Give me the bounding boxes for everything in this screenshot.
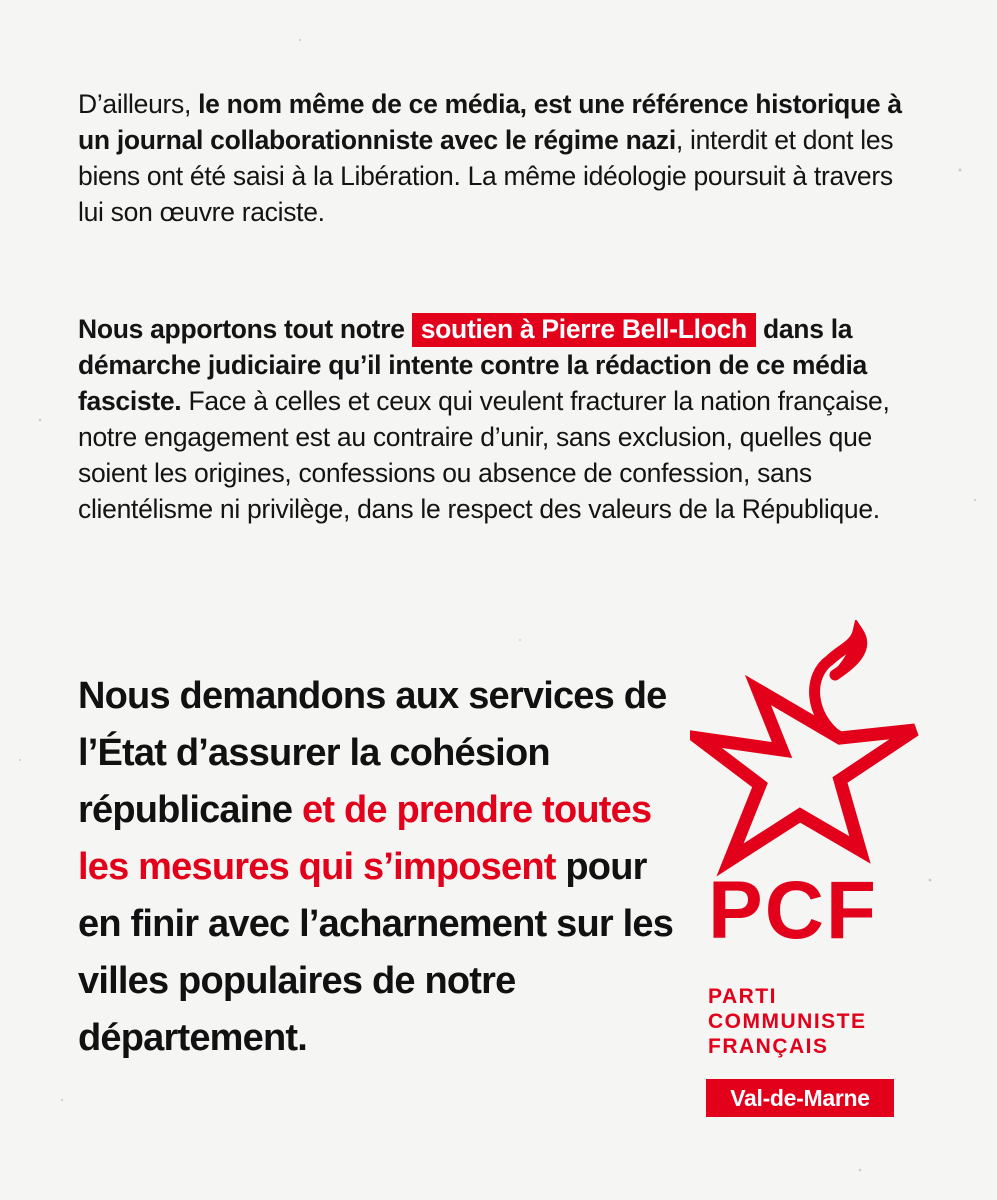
pcf-line-francais: FRANÇAIS <box>708 1035 829 1058</box>
statement-red: et de prendre toutes les mesures qui s’imposent <box>78 789 652 888</box>
statement-intro: Nous demandons aux services de l’État d’assurer la cohésion républicaine <box>78 675 667 831</box>
region-badge: Val-de-Marne <box>706 1079 894 1117</box>
paragraph1-bold: le nom même de ce média, est une référence historique à un journal collaborationniste avec le régime nazi <box>78 89 902 155</box>
highlight-support: soutien à Pierre Bell-Lloch <box>412 313 756 347</box>
pcf-line-parti: PARTI <box>708 985 777 1008</box>
paragraph2-bold-intro: Nous apportons tout notre <box>78 314 412 344</box>
paragraph2-bold-rest: dans la démarche judiciaire qu’il intente contre la rédaction de ce média fasciste. <box>78 314 867 416</box>
paragraph-media-history <box>78 86 918 230</box>
pcf-acronym: PCF <box>708 865 878 956</box>
statement-rest: pour en finir avec l’acharnement sur les villes populaires de notre département. <box>78 846 674 1059</box>
statement-demand <box>78 668 678 1067</box>
paragraph2-rest: Face à celles et ceux qui veulent fracturer la nation française, notre engagement est au contraire d’unir, sans exclusion, quelles que soient les origines, confessions ou absence de confession, sans clientélisme ni privilège, dans le respect des valeurs de la République. <box>78 386 890 524</box>
star-icon <box>698 690 915 860</box>
paragraph1-intro: D’ailleurs, <box>78 89 199 119</box>
paragraph-support <box>78 311 918 527</box>
pcf-line-communiste: COMMUNISTE <box>708 1010 867 1033</box>
paragraph1-rest: , interdit et dont les biens ont été saisi à la Libération. La même idéologie poursuit à travers lui son œuvre raciste. <box>78 125 894 227</box>
